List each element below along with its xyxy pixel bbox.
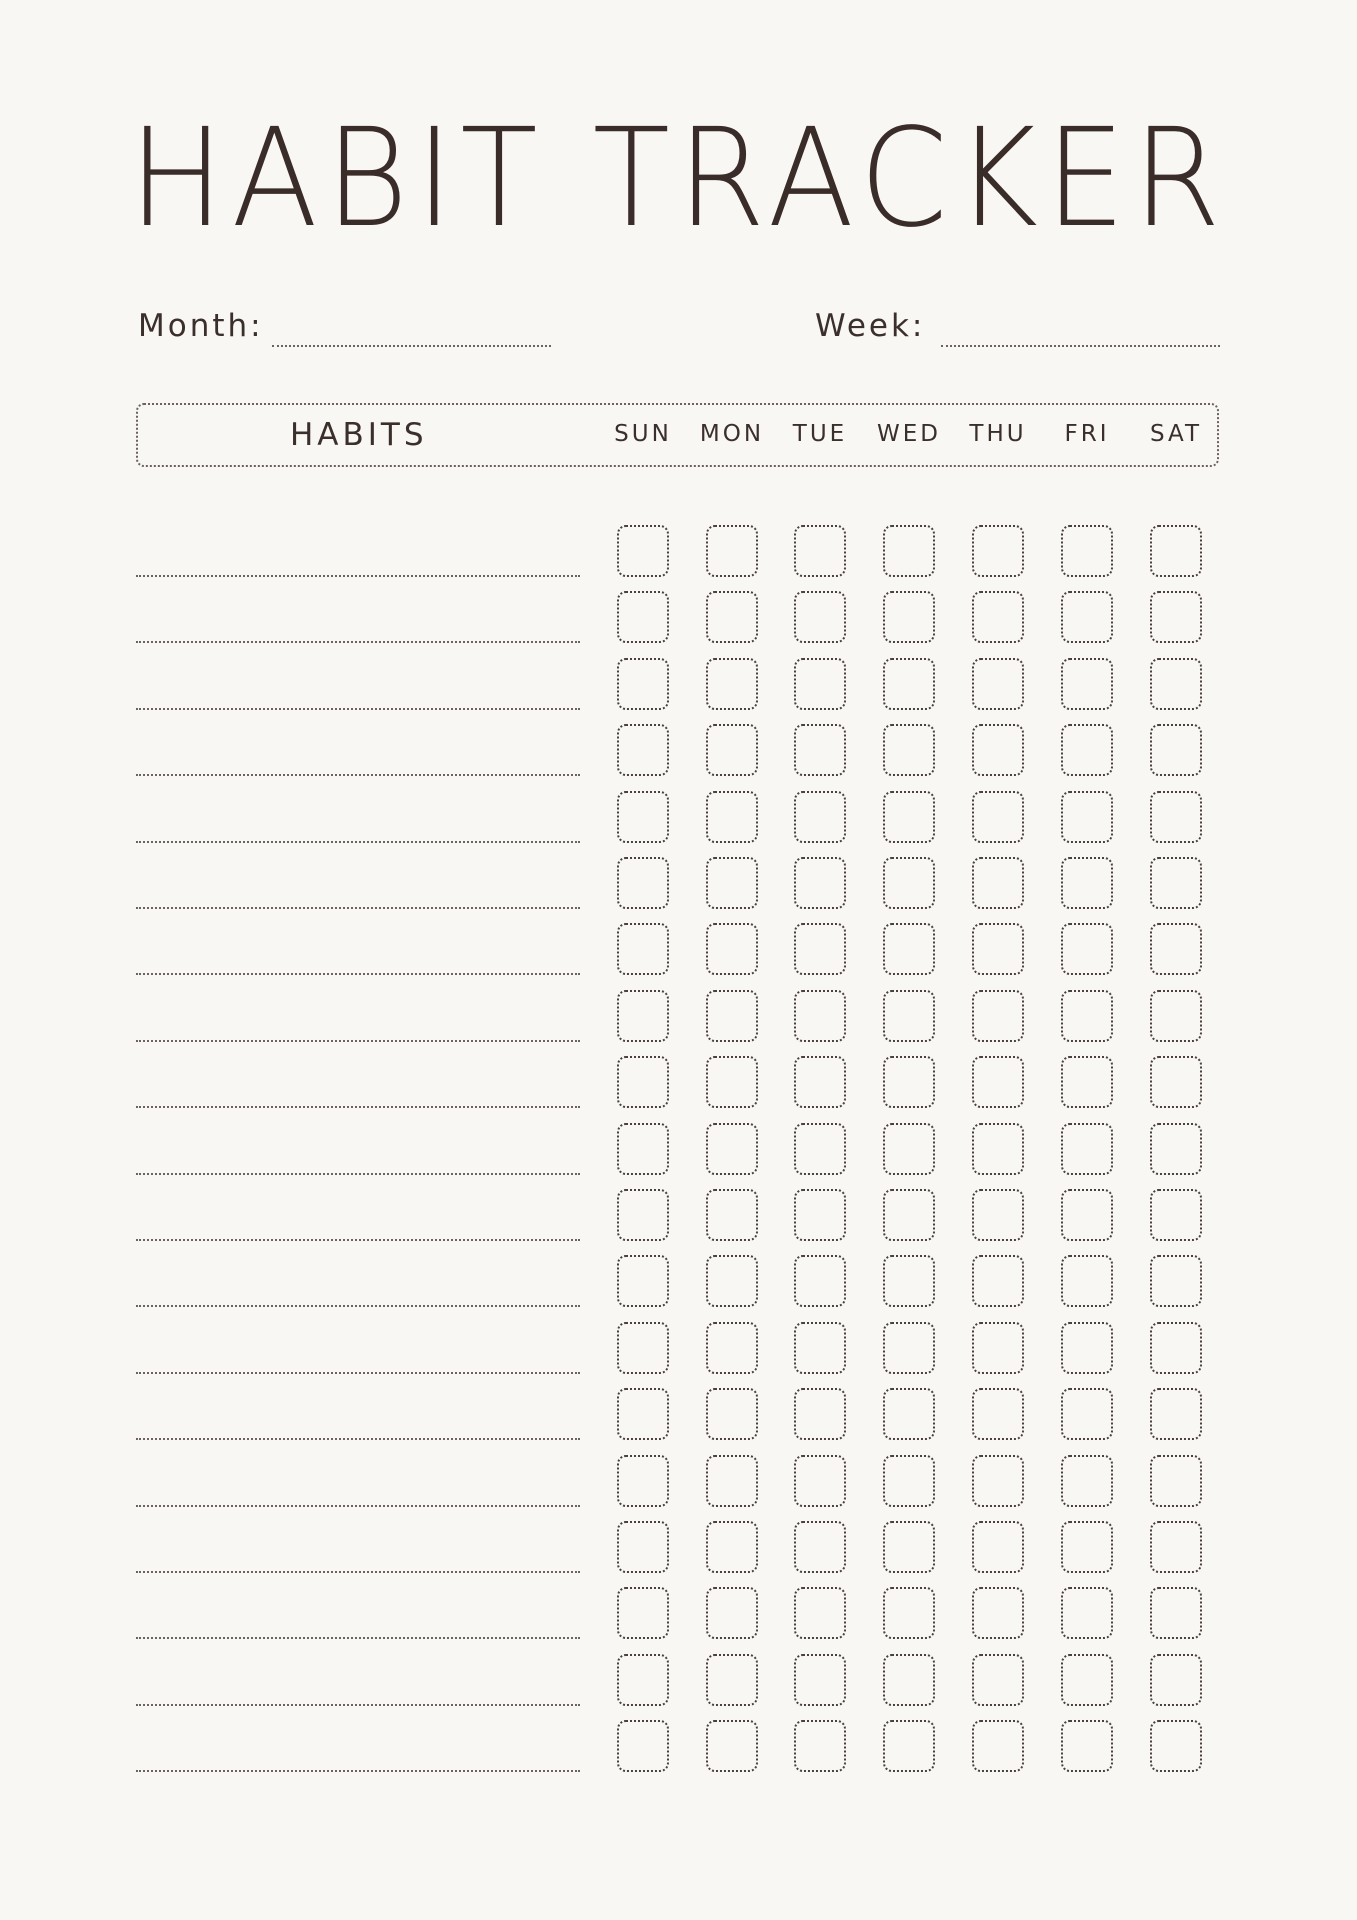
habit-checkbox-thu[interactable] [972,791,1024,843]
habit-checkbox-mon[interactable] [706,1388,758,1440]
habit-name-line[interactable] [136,575,580,577]
habit-checkbox-wed[interactable] [883,1587,935,1639]
month-label: Month: [138,308,264,344]
habit-checkbox-thu[interactable] [972,1521,1024,1573]
habit-checkbox-mon[interactable] [706,1056,758,1108]
day-header-sun: SUN [614,421,672,447]
habit-checkbox-sun[interactable] [617,1322,669,1374]
habit-checkbox-tue[interactable] [794,923,846,975]
habit-checkbox-thu[interactable] [972,591,1024,643]
habit-checkbox-sat[interactable] [1150,1455,1202,1507]
habit-checkbox-mon[interactable] [706,1654,758,1706]
habit-checkbox-mon[interactable] [706,1455,758,1507]
habit-checkbox-tue[interactable] [794,1587,846,1639]
habit-checkbox-wed[interactable] [883,525,935,577]
habit-checkbox-fri[interactable] [1061,591,1113,643]
habit-checkbox-tue[interactable] [794,1123,846,1175]
habit-checkbox-thu[interactable] [972,1189,1024,1241]
habit-checkbox-thu[interactable] [972,525,1024,577]
habit-checkbox-tue[interactable] [794,1322,846,1374]
habit-checkbox-sat[interactable] [1150,923,1202,975]
habit-checkbox-thu[interactable] [972,923,1024,975]
habit-name-line[interactable] [136,1173,580,1175]
habit-checkbox-fri[interactable] [1061,1720,1113,1772]
habit-checkbox-sun[interactable] [617,1255,669,1307]
habit-name-line[interactable] [136,1505,580,1507]
habit-name-line[interactable] [136,1305,580,1307]
habit-checkbox-sat[interactable] [1150,1322,1202,1374]
habit-checkbox-wed[interactable] [883,990,935,1042]
habit-checkbox-thu[interactable] [972,1255,1024,1307]
habit-name-line[interactable] [136,1438,580,1440]
habit-checkbox-tue[interactable] [794,525,846,577]
habit-checkbox-sat[interactable] [1150,1587,1202,1639]
habit-checkbox-sun[interactable] [617,857,669,909]
habit-checkbox-sat[interactable] [1150,1123,1202,1175]
habit-checkbox-mon[interactable] [706,990,758,1042]
habit-checkbox-mon[interactable] [706,857,758,909]
habit-checkbox-mon[interactable] [706,1322,758,1374]
habit-checkbox-tue[interactable] [794,658,846,710]
habit-checkbox-mon[interactable] [706,923,758,975]
habit-checkbox-mon[interactable] [706,658,758,710]
habit-checkbox-wed[interactable] [883,1521,935,1573]
habit-checkbox-thu[interactable] [972,1056,1024,1108]
habit-checkbox-mon[interactable] [706,1720,758,1772]
habit-checkbox-thu[interactable] [972,857,1024,909]
habit-checkbox-thu[interactable] [972,1587,1024,1639]
month-field[interactable] [272,345,551,347]
habit-checkbox-sun[interactable] [617,1056,669,1108]
habit-checkbox-mon[interactable] [706,1189,758,1241]
habit-name-line[interactable] [136,1040,580,1042]
habit-checkbox-sun[interactable] [617,1123,669,1175]
habit-checkbox-tue[interactable] [794,1189,846,1241]
habit-checkbox-thu[interactable] [972,1388,1024,1440]
habit-name-line[interactable] [136,708,580,710]
habit-checkbox-sun[interactable] [617,923,669,975]
habit-checkbox-thu[interactable] [972,658,1024,710]
habit-checkbox-sun[interactable] [617,1189,669,1241]
habits-header: HABITS [290,417,428,453]
habit-name-line[interactable] [136,1637,580,1639]
habit-checkbox-wed[interactable] [883,1720,935,1772]
habit-checkbox-wed[interactable] [883,1056,935,1108]
habit-checkbox-fri[interactable] [1061,1521,1113,1573]
habit-name-line[interactable] [136,1571,580,1573]
habit-checkbox-fri[interactable] [1061,1587,1113,1639]
habit-name-line[interactable] [136,641,580,643]
week-field[interactable] [941,345,1220,347]
habit-checkbox-thu[interactable] [972,724,1024,776]
habit-checkbox-wed[interactable] [883,1455,935,1507]
habit-name-line[interactable] [136,1106,580,1108]
habit-checkbox-sun[interactable] [617,525,669,577]
habit-checkbox-sat[interactable] [1150,525,1202,577]
habit-checkbox-sun[interactable] [617,724,669,776]
week-label: Week: [815,308,926,344]
habit-checkbox-mon[interactable] [706,791,758,843]
habit-checkbox-wed[interactable] [883,923,935,975]
habit-checkbox-fri[interactable] [1061,525,1113,577]
habit-checkbox-thu[interactable] [972,1322,1024,1374]
habit-checkbox-wed[interactable] [883,1189,935,1241]
habit-checkbox-sun[interactable] [617,591,669,643]
habit-checkbox-sat[interactable] [1150,724,1202,776]
habit-checkbox-tue[interactable] [794,1056,846,1108]
habit-checkbox-sat[interactable] [1150,1255,1202,1307]
habit-checkbox-mon[interactable] [706,1255,758,1307]
habit-checkbox-mon[interactable] [706,1521,758,1573]
habit-checkbox-wed[interactable] [883,1388,935,1440]
habit-checkbox-fri[interactable] [1061,1654,1113,1706]
habit-checkbox-sat[interactable] [1150,658,1202,710]
habit-checkbox-wed[interactable] [883,1255,935,1307]
day-header-mon: MON [699,421,765,447]
habit-checkbox-wed[interactable] [883,724,935,776]
habit-checkbox-sat[interactable] [1150,791,1202,843]
habit-checkbox-wed[interactable] [883,658,935,710]
habit-checkbox-sat[interactable] [1150,1189,1202,1241]
habit-name-line[interactable] [136,841,580,843]
habit-checkbox-fri[interactable] [1061,1255,1113,1307]
habit-checkbox-mon[interactable] [706,1123,758,1175]
habit-checkbox-sat[interactable] [1150,1388,1202,1440]
habit-checkbox-thu[interactable] [972,1455,1024,1507]
habit-name-line[interactable] [136,774,580,776]
habit-checkbox-wed[interactable] [883,1322,935,1374]
habit-checkbox-tue[interactable] [794,1255,846,1307]
habit-checkbox-sat[interactable] [1150,591,1202,643]
habit-checkbox-sun[interactable] [617,1521,669,1573]
habit-checkbox-fri[interactable] [1061,923,1113,975]
habit-checkbox-fri[interactable] [1061,990,1113,1042]
habit-checkbox-tue[interactable] [794,1388,846,1440]
habit-checkbox-tue[interactable] [794,1720,846,1772]
habit-checkbox-wed[interactable] [883,791,935,843]
day-header-thu: THU [969,421,1027,447]
day-header-wed: WED [877,421,941,447]
habit-checkbox-fri[interactable] [1061,1388,1113,1440]
day-header-tue: TUE [792,421,848,447]
day-header-sat: SAT [1149,421,1203,447]
habit-checkbox-fri[interactable] [1061,1123,1113,1175]
habit-checkbox-tue[interactable] [794,857,846,909]
habit-checkbox-mon[interactable] [706,591,758,643]
habit-checkbox-fri[interactable] [1061,791,1113,843]
habit-checkbox-thu[interactable] [972,1654,1024,1706]
day-header-fri: FRI [1064,421,1110,447]
habit-checkbox-sun[interactable] [617,1720,669,1772]
habit-checkbox-thu[interactable] [972,1123,1024,1175]
habit-checkbox-sat[interactable] [1150,1720,1202,1772]
habit-checkbox-fri[interactable] [1061,1455,1113,1507]
habit-checkbox-wed[interactable] [883,1654,935,1706]
habit-checkbox-tue[interactable] [794,791,846,843]
habit-checkbox-mon[interactable] [706,724,758,776]
habit-checkbox-sat[interactable] [1150,1521,1202,1573]
habit-checkbox-wed[interactable] [883,857,935,909]
habit-checkbox-tue[interactable] [794,1521,846,1573]
habit-checkbox-sun[interactable] [617,1587,669,1639]
habit-checkbox-sat[interactable] [1150,857,1202,909]
habit-checkbox-fri[interactable] [1061,1189,1113,1241]
habit-checkbox-tue[interactable] [794,591,846,643]
habit-checkbox-sun[interactable] [617,658,669,710]
habit-checkbox-sat[interactable] [1150,990,1202,1042]
habit-name-line[interactable] [136,1372,580,1374]
habit-checkbox-mon[interactable] [706,525,758,577]
habit-checkbox-fri[interactable] [1061,1322,1113,1374]
habit-name-line[interactable] [136,1704,580,1706]
habit-name-line[interactable] [136,1770,580,1772]
habit-checkbox-tue[interactable] [794,724,846,776]
habit-checkbox-sat[interactable] [1150,1056,1202,1108]
habit-checkbox-sat[interactable] [1150,1654,1202,1706]
habit-name-line[interactable] [136,1239,580,1241]
habit-checkbox-fri[interactable] [1061,857,1113,909]
habit-checkbox-tue[interactable] [794,1654,846,1706]
habit-checkbox-thu[interactable] [972,1720,1024,1772]
habit-checkbox-tue[interactable] [794,1455,846,1507]
habit-name-line[interactable] [136,907,580,909]
habit-checkbox-wed[interactable] [883,1123,935,1175]
habit-checkbox-fri[interactable] [1061,1056,1113,1108]
habit-checkbox-sun[interactable] [617,1455,669,1507]
habit-checkbox-thu[interactable] [972,990,1024,1042]
habit-checkbox-sun[interactable] [617,990,669,1042]
habit-checkbox-sun[interactable] [617,791,669,843]
habit-checkbox-fri[interactable] [1061,724,1113,776]
habit-name-line[interactable] [136,973,580,975]
habit-checkbox-mon[interactable] [706,1587,758,1639]
habit-checkbox-tue[interactable] [794,990,846,1042]
habit-checkbox-fri[interactable] [1061,658,1113,710]
habit-checkbox-wed[interactable] [883,591,935,643]
habit-checkbox-sun[interactable] [617,1388,669,1440]
habit-checkbox-sun[interactable] [617,1654,669,1706]
page-title: HABIT TRACKER [128,100,1229,258]
